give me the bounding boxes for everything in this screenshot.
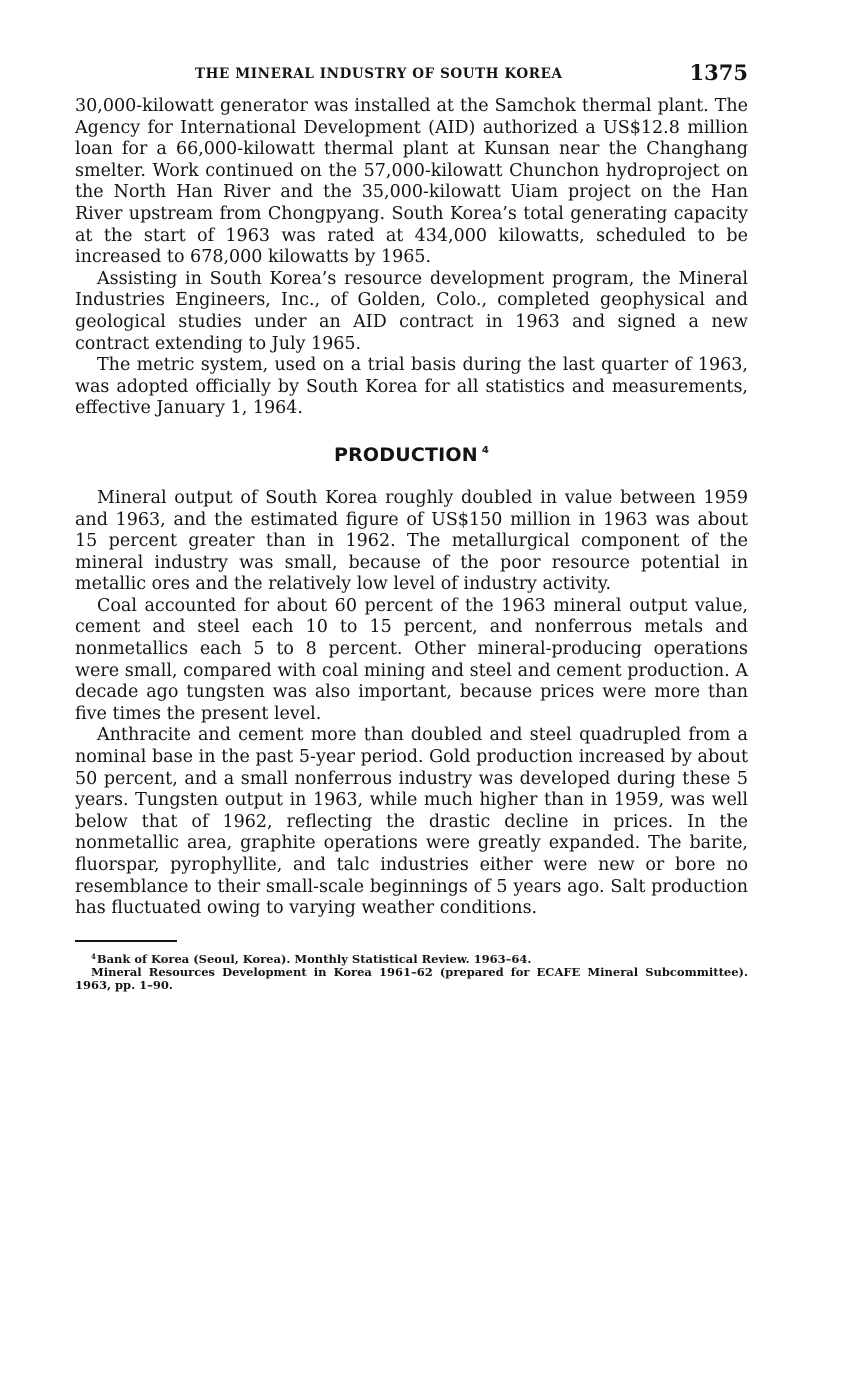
footnote-marker: 4 xyxy=(91,951,96,961)
footnote-text-1: Bank of Korea (Seoul, Korea). Monthly Statistical Review. 1963–64. xyxy=(96,951,532,966)
footnote-4-continued xyxy=(75,966,748,992)
footnote-divider xyxy=(75,940,177,942)
paragraph-resource-development: Assisting in South Korea’s resource development program, the Mineral Industries Engineers, Inc., of Golden, Colo., completed geophysical and geological studies under an AID contract in 1963 and signed a new contract extending to July 1965. xyxy=(75,268,748,354)
running-header xyxy=(75,62,748,96)
production-section xyxy=(75,488,748,920)
paragraph-power-generation: 30,000-kilowatt generator was installed at the Samchok thermal plant. The Agency for International Development (AID) authorized a US$12.8 million loan for a 66,000-kilowatt thermal plant at Kunsan near the Changhang smelter. Work continued on the 57,000-kilowatt Chunchon hydroproject on the North Han River and the 35,000-kilowatt Uiam project on the Han River upstream from Chongpyang. South Korea’s total generating capacity at the start of 1963 was rated at 434,000 kilowatts, scheduled to be increased to 678,000 kilowatts by 1965. xyxy=(75,96,748,268)
running-title: THE MINERAL INDUSTRY OF SOUTH KOREA xyxy=(195,66,563,82)
paragraph-output-trends: Anthracite and cement more than doubled and steel quadrupled from a nominal base in the past 5-year period. Gold production increased by about 50 percent, and a small nonferrous industry was developed during these 5 years. Tungsten output in 1963, while much higher than in 1959, was well below that of 1962, reflecting the drastic decline in prices. In the nonmetallic area, graphite operations were greatly expanded. The barite, fluorspar, pyrophyllite, and talc industries either were new or bore no resemblance to their small-scale beginnings of 5 years ago. Salt production has fluctuated owing to varying weather conditions. xyxy=(75,725,748,919)
footnote-4 xyxy=(75,950,748,966)
intro-section xyxy=(75,96,748,420)
footnotes xyxy=(75,950,748,992)
paragraph-coal-share: Coal accounted for about 60 percent of the 1963 mineral output value, cement and steel each 10 to 15 percent, and nonferrous metals and nonmetallics each 5 to 8 percent. Other mineral-producing operations were small, compared with coal mining and steel and cement production. A decade ago tungsten was also important, because prices were more than five times the present level. xyxy=(75,595,748,724)
paragraph-metric-system: The metric system, used on a trial basis during the last quarter of 1963, was adopted officially by South Korea for all statistics and measurements, effective January 1, 1964. xyxy=(75,355,748,419)
footnote-reference: 4 xyxy=(481,444,490,456)
paragraph-mineral-output: Mineral output of South Korea roughly doubled in value between 1959 and 1963, and the estimated figure of US$150 million in 1963 was about 15 percent greater than in 1962. The metallurgical component of the mineral industry was small, because of the poor resource potential in metallic ores and the relatively low level of industry activity. xyxy=(75,487,748,595)
document-page xyxy=(75,62,748,992)
section-heading-text: PRODUCTION xyxy=(333,443,478,466)
section-heading-production xyxy=(75,444,748,466)
footnote-text-2: Mineral Resources Development in Korea 1961–62 (prepared for ECAFE Mineral Subcommittee). 1963, pp. 1–90. xyxy=(75,964,748,992)
page-number: 1375 xyxy=(689,60,748,85)
